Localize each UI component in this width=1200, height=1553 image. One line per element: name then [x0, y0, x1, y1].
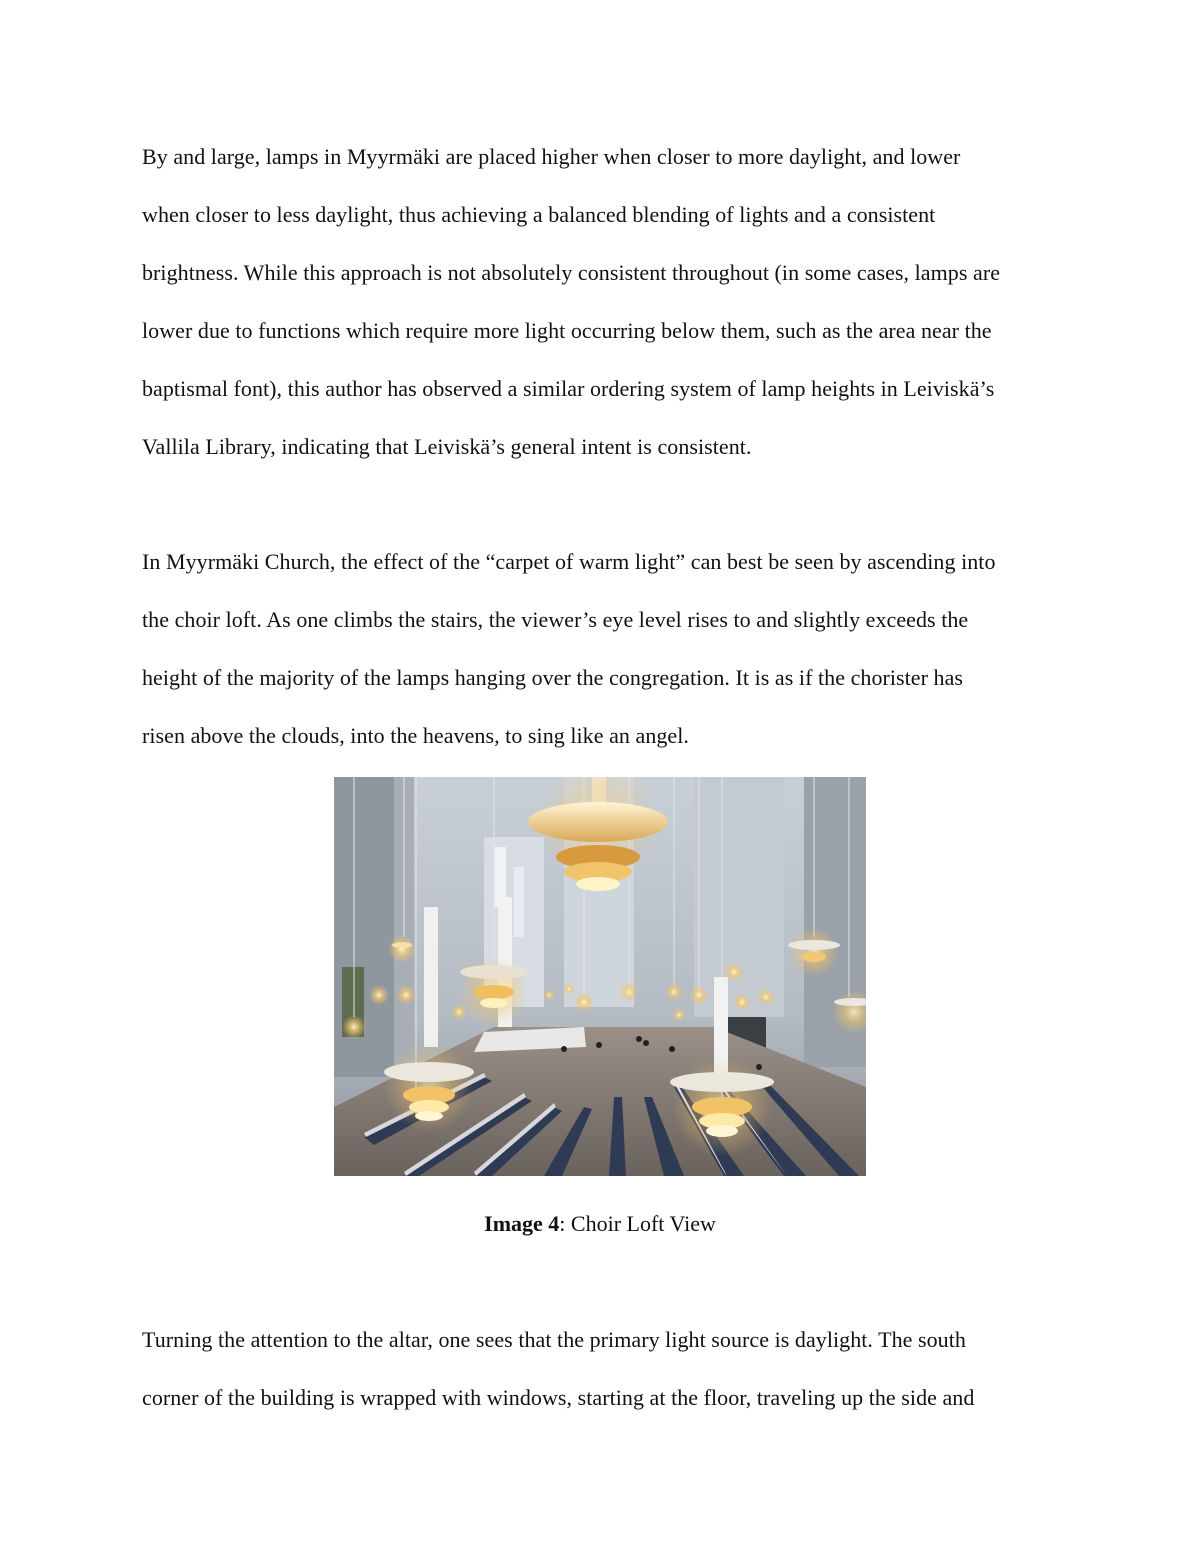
text-line: In Myyrmäki Church, the effect of the “carpet of warm light” can best be seen by ascending into — [142, 549, 996, 574]
church-interior-illustration — [334, 777, 866, 1176]
text-line: baptismal font), this author has observed a similar ordering system of lamp heights in Leiviskä’s — [142, 376, 995, 401]
text-line: Vallila Library, indicating that Leiviskä’s general intent is consistent. — [142, 434, 752, 459]
text-line: when closer to less daylight, thus achieving a balanced blending of lights and a consistent — [142, 202, 936, 227]
text-line: By and large, lamps in Myyrmäki are placed higher when closer to more daylight, and lower — [142, 144, 961, 169]
caption-text: Choir Loft View — [565, 1211, 716, 1236]
text-line: corner of the building is wrapped with windows, starting at the floor, traveling up the side and — [142, 1385, 975, 1410]
text-line: lower due to functions which require more light occurring below them, such as the area near the — [142, 318, 992, 343]
caption-label: Image 4 — [484, 1211, 560, 1236]
paragraph-altar — [142, 1311, 1072, 1427]
text-line: brightness. While this approach is not absolutely consistent throughout (in some cases, lamps are — [142, 260, 1001, 285]
text-line: the choir loft. As one climbs the stairs, the viewer’s eye level rises to and slightly exceeds the — [142, 607, 969, 632]
paragraph-lamp-heights — [142, 128, 1072, 476]
text-line: height of the majority of the lamps hanging over the congregation. It is as if the chorister has — [142, 665, 964, 690]
caption-separator: : — [559, 1211, 566, 1236]
figure-caption — [0, 1207, 1200, 1241]
choir-loft-photo — [334, 777, 866, 1176]
paragraph-choir-loft — [142, 533, 1072, 765]
text-line: Turning the attention to the altar, one sees that the primary light source is daylight. The south — [142, 1327, 966, 1352]
text-line: risen above the clouds, into the heavens, to sing like an angel. — [142, 723, 689, 748]
